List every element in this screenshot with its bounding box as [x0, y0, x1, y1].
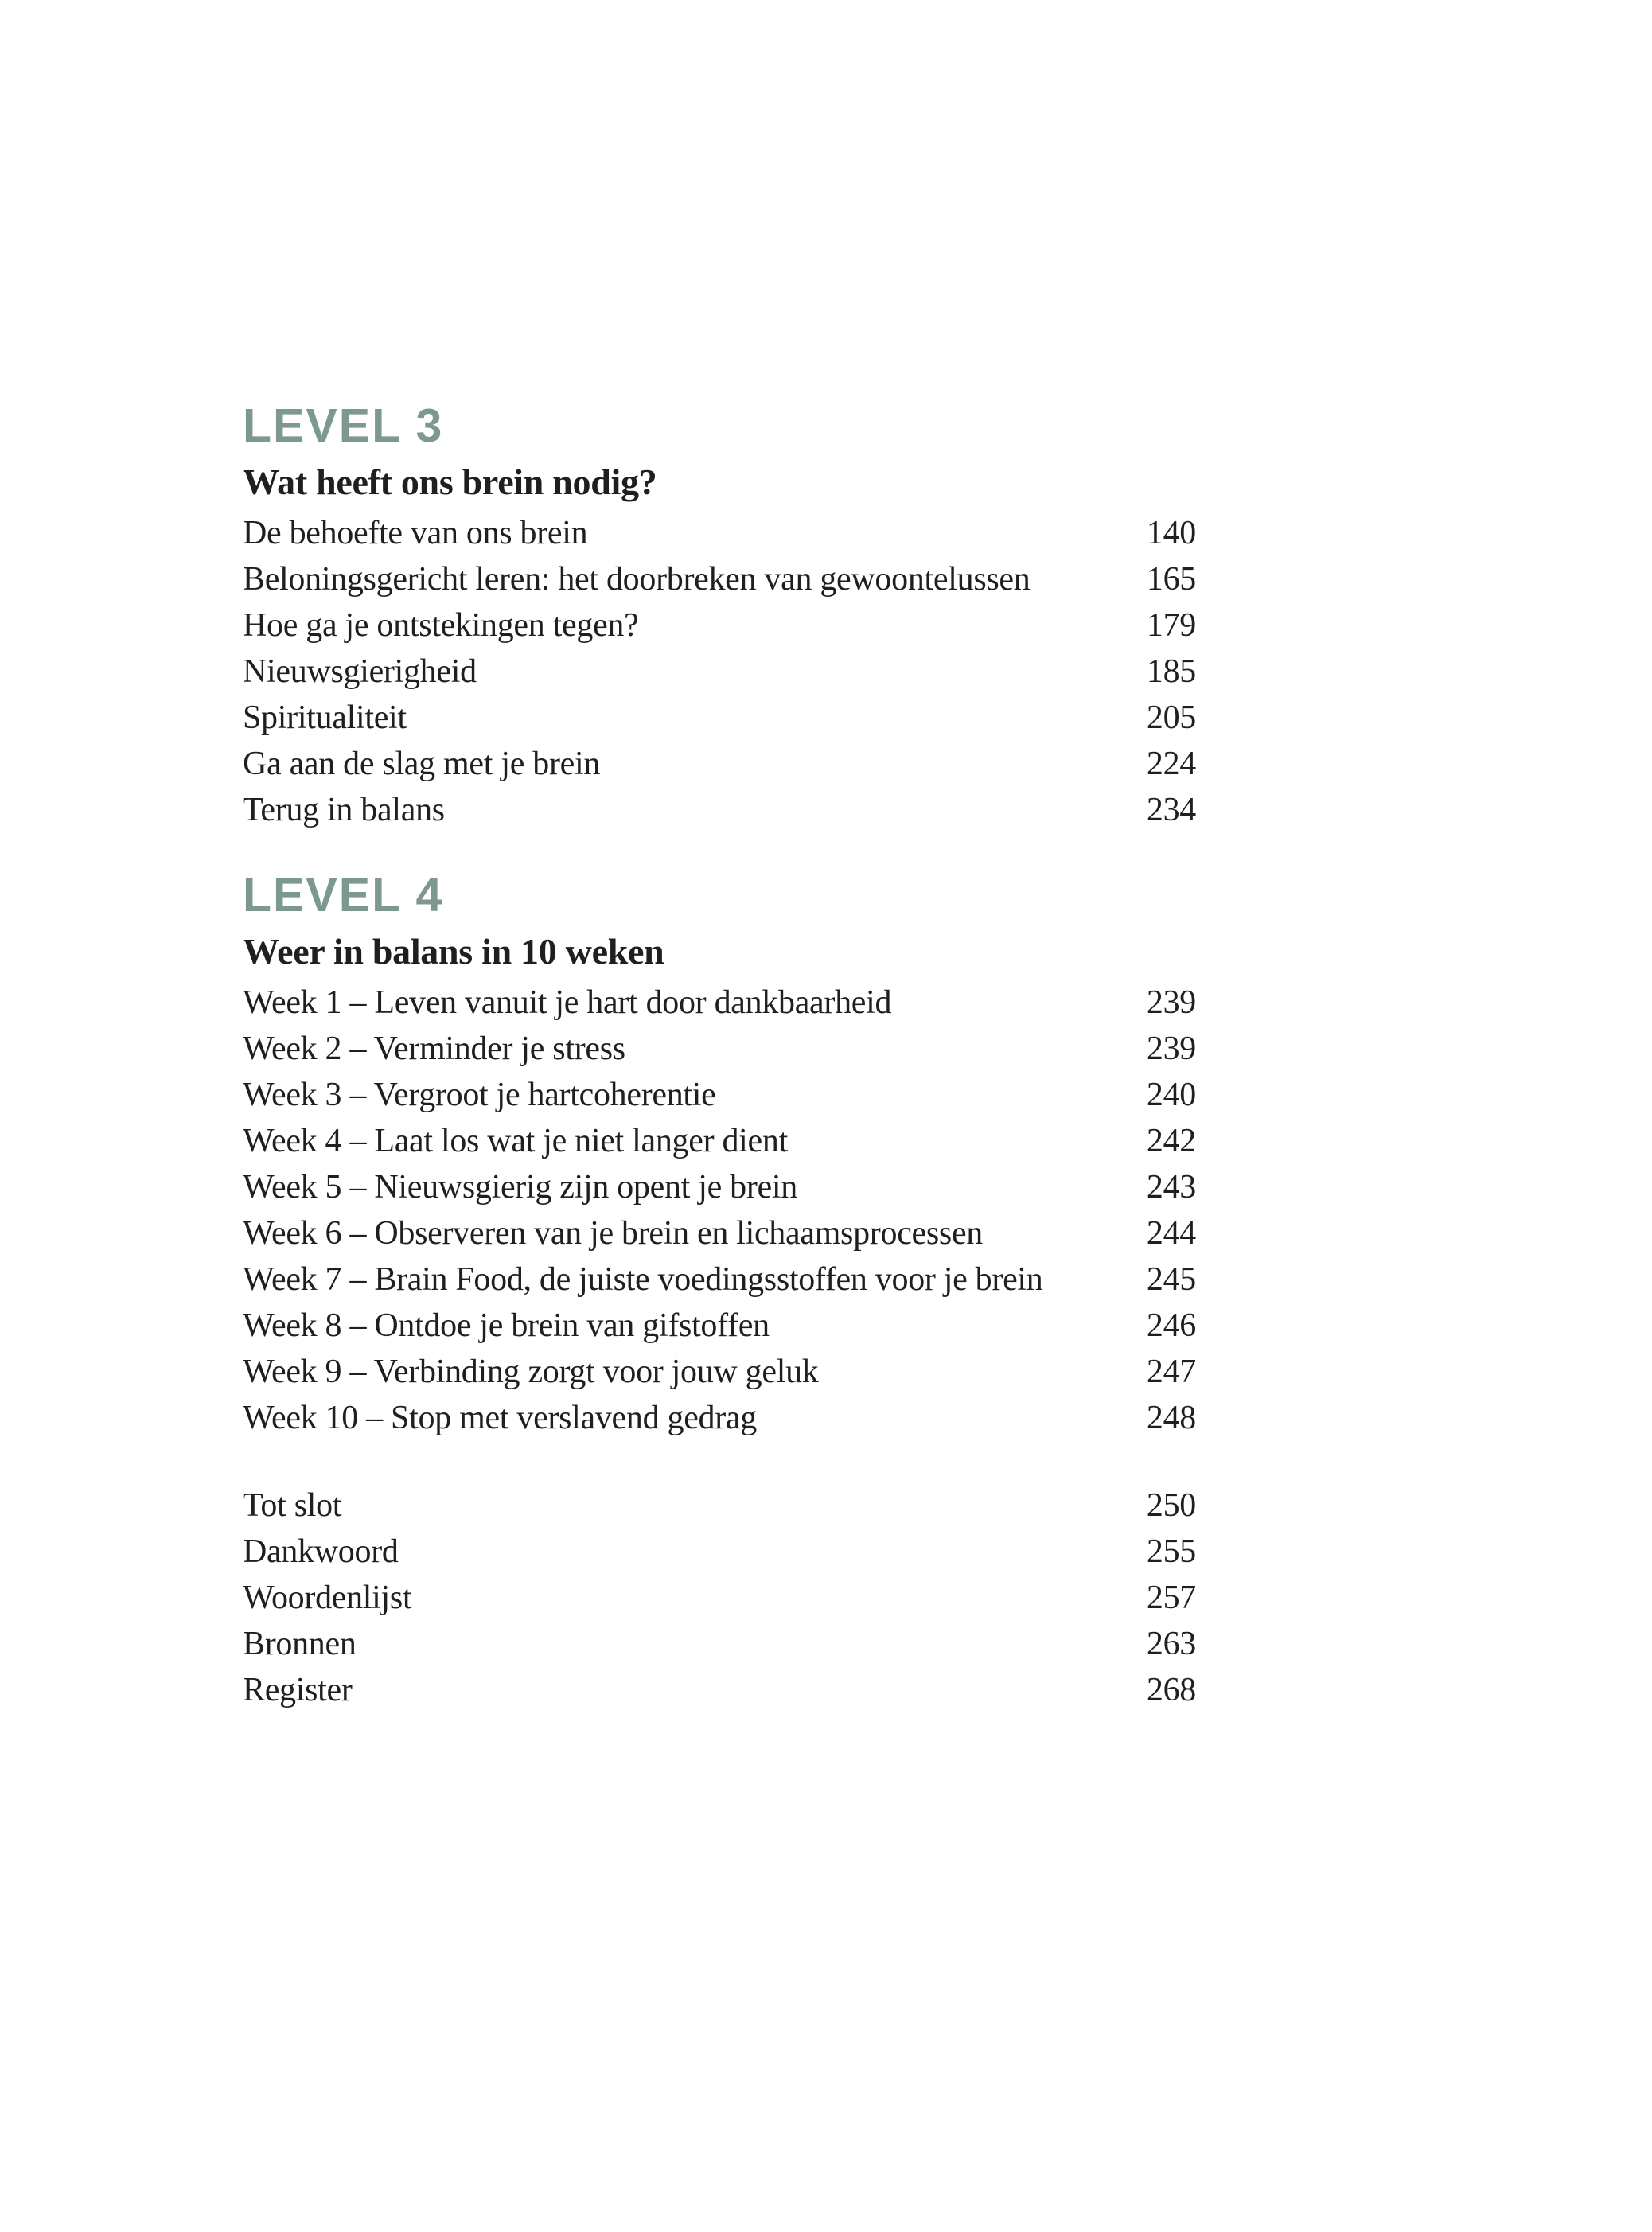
toc-entry-title: Woordenlijst	[243, 1580, 412, 1616]
toc-entry	[243, 649, 1196, 695]
toc-entries	[243, 510, 1196, 833]
toc-entry-page: 224	[1146, 746, 1196, 782]
toc-entry-page: 257	[1146, 1580, 1196, 1616]
toc-entry-title: Week 2 – Verminder je stress	[243, 1030, 625, 1067]
toc-entry	[243, 1349, 1196, 1395]
toc-entry-title: Tot slot	[243, 1487, 342, 1524]
toc-entry	[243, 1118, 1196, 1164]
toc-entry-title: Nieuwsgierigheid	[243, 653, 477, 690]
toc-entry-page: 239	[1146, 984, 1196, 1021]
toc-entry-page: 239	[1146, 1030, 1196, 1067]
toc-entry-page: 242	[1146, 1123, 1196, 1159]
toc-entry-title: Week 10 – Stop met verslavend gedrag	[243, 1400, 757, 1436]
toc-entry-title: Week 7 – Brain Food, de juiste voedingsstoffen voor je brein	[243, 1261, 1043, 1298]
toc-entry-page: 263	[1146, 1626, 1196, 1662]
toc-entry-page: 250	[1146, 1487, 1196, 1524]
toc-entry-page: 165	[1146, 561, 1196, 598]
toc-entry-title: Register	[243, 1672, 353, 1708]
toc-entry-page: 240	[1146, 1077, 1196, 1113]
toc-entry-title: Spiritualiteit	[243, 699, 407, 736]
toc-entry	[243, 980, 1196, 1026]
toc-entry	[243, 1210, 1196, 1256]
toc-entry	[243, 741, 1196, 787]
section-subtitle: Weer in balans in 10 weken	[243, 931, 664, 972]
toc-entry-title: Week 4 – Laat los wat je niet langer dient	[243, 1123, 788, 1159]
toc-entry-title: Week 5 – Nieuwsgierig zijn opent je brein	[243, 1169, 797, 1206]
toc-entry-page: 185	[1146, 653, 1196, 690]
toc-entry-title: De behoefte van ons brein	[243, 515, 588, 551]
toc-entry-page: 255	[1146, 1533, 1196, 1570]
level-4-heading: LEVEL 4	[243, 869, 444, 921]
toc-entry-title: Dankwoord	[243, 1533, 399, 1570]
toc-entry-title: Week 1 – Leven vanuit je hart door dankbaarheid	[243, 984, 892, 1021]
toc-entry-title: Week 9 – Verbinding zorgt voor jouw geluk	[243, 1354, 819, 1390]
level-3-heading: LEVEL 3	[243, 399, 444, 452]
toc-entry-title: Week 3 – Vergroot je hartcoherentie	[243, 1077, 716, 1113]
toc-entry	[243, 787, 1196, 833]
toc-entry-title: Terug in balans	[243, 792, 445, 828]
toc-entry-page: 205	[1146, 699, 1196, 736]
toc-entry-page: 140	[1146, 515, 1196, 551]
toc-entry-page: 247	[1146, 1354, 1196, 1390]
toc-entry	[243, 510, 1196, 556]
toc-entry	[243, 1482, 1196, 1529]
toc-entry	[243, 695, 1196, 741]
toc-backmatter	[243, 1482, 1196, 1713]
toc-entry-title: Week 6 – Observeren van je brein en lichaamsprocessen	[243, 1215, 984, 1252]
toc-entry-page: 268	[1146, 1672, 1196, 1708]
toc-content	[243, 0, 1196, 1713]
toc-entry	[243, 1667, 1196, 1713]
toc-entry-title: Bronnen	[243, 1626, 357, 1662]
toc-entry	[243, 1529, 1196, 1575]
toc-entries	[243, 980, 1196, 1441]
toc-entry	[243, 1303, 1196, 1349]
toc-entry-title: Hoe ga je ontstekingen tegen?	[243, 607, 639, 644]
toc-entry-page: 244	[1146, 1215, 1196, 1252]
toc-section-level-3	[243, 399, 1196, 833]
toc-entry	[243, 1621, 1196, 1667]
toc-entry	[243, 556, 1196, 602]
toc-entry-page: 248	[1146, 1400, 1196, 1436]
toc-entry	[243, 1575, 1196, 1621]
toc-entry-page: 179	[1146, 607, 1196, 644]
toc-entry	[243, 602, 1196, 649]
toc-entry-page: 234	[1146, 792, 1196, 828]
section-subtitle: Wat heeft ons brein nodig?	[243, 462, 657, 502]
toc-entry-title: Ga aan de slag met je brein	[243, 746, 601, 782]
toc-entry	[243, 1256, 1196, 1303]
toc-entry	[243, 1026, 1196, 1072]
toc-entry	[243, 1164, 1196, 1210]
toc-entry-page: 243	[1146, 1169, 1196, 1206]
toc-entry	[243, 1072, 1196, 1118]
toc-entry-page: 245	[1146, 1261, 1196, 1298]
toc-entry	[243, 1395, 1196, 1441]
toc-section-level-4	[243, 871, 1196, 1441]
toc-entry-title: Week 8 – Ontdoe je brein van gifstoffen	[243, 1307, 770, 1344]
toc-entry-page: 246	[1146, 1307, 1196, 1344]
toc-entry-title: Beloningsgericht leren: het doorbreken van gewoontelussen	[243, 561, 1031, 598]
